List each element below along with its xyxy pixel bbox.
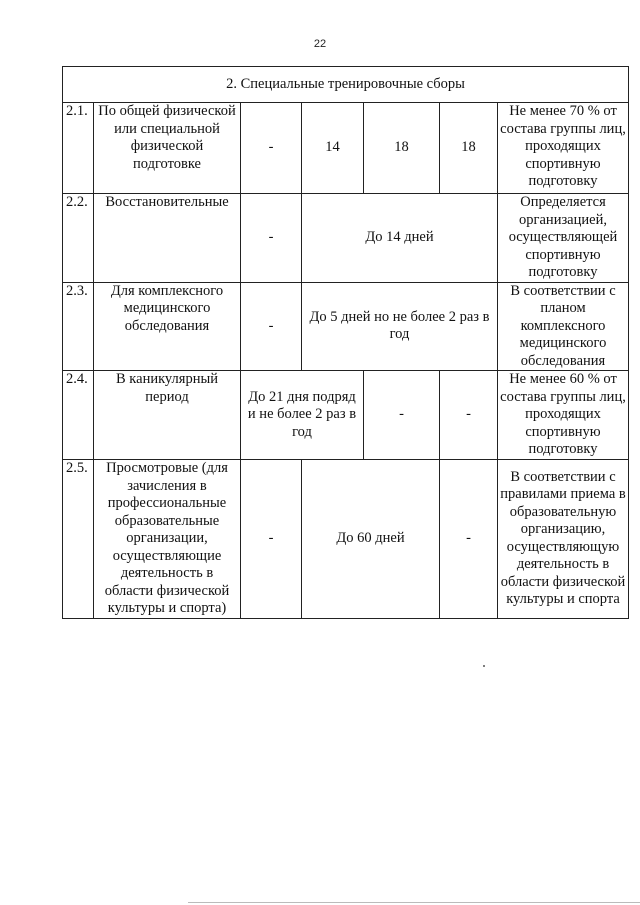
section-title: 2. Специальные тренировочные сборы	[63, 67, 629, 103]
cell-value: 18	[440, 103, 498, 194]
cell-value: -	[241, 282, 302, 371]
table-row	[63, 460, 629, 619]
participants-note: Не менее 70 % от состава группы лиц, проходящих спортивную подготовку	[498, 103, 629, 194]
row-number: 2.3.	[63, 282, 94, 371]
cell-value: 18	[364, 103, 440, 194]
cell-value: -	[364, 371, 440, 460]
row-number: 2.1.	[63, 103, 94, 194]
cell-value: 14	[302, 103, 364, 194]
cell-value: -	[440, 460, 498, 619]
scan-speck	[483, 665, 485, 667]
row-number: 2.2.	[63, 194, 94, 283]
participants-note: Не менее 60 % от состава группы лиц, проходящих спортивную подготовку	[498, 371, 629, 460]
camp-type: В каникулярный период	[94, 371, 241, 460]
participants-note: В соответствии с планом комплексного медицинского обследования	[498, 282, 629, 371]
camp-type: По общей физической или специальной физической подготовке	[94, 103, 241, 194]
table-row	[63, 194, 629, 283]
duration-span: До 14 дней	[302, 194, 498, 283]
camp-type: Для комплексного медицинского обследования	[94, 282, 241, 371]
participants-note: Определяется организацией, осуществляющей спортивную подготовку	[498, 194, 629, 283]
page-number: 22	[313, 38, 327, 50]
row-number: 2.4.	[63, 371, 94, 460]
table-row	[63, 103, 629, 194]
duration-span: До 60 дней	[302, 460, 440, 619]
cell-value: -	[241, 194, 302, 283]
duration-span: До 5 дней но не более 2 раз в год	[302, 282, 498, 371]
training-camps-table	[62, 66, 629, 619]
table-row	[63, 371, 629, 460]
camp-type: Просмотровые (для зачисления в профессиональные образовательные организации, осуществляющие деятельность в области физической культуры и спорта)	[94, 460, 241, 619]
table-row	[63, 282, 629, 371]
participants-note: В соответствии с правилами приема в образовательную организацию, осуществляющую деятельность в области физической культуры и спорта	[498, 460, 629, 619]
duration-span: До 21 дня подряд и не более 2 раз в год	[241, 371, 364, 460]
row-number: 2.5.	[63, 460, 94, 619]
cell-value: -	[241, 460, 302, 619]
section-header-row	[63, 67, 629, 103]
cell-value: -	[241, 103, 302, 194]
page-edge-line	[188, 902, 640, 903]
camp-type: Восстановительные	[94, 194, 241, 283]
cell-value: -	[440, 371, 498, 460]
